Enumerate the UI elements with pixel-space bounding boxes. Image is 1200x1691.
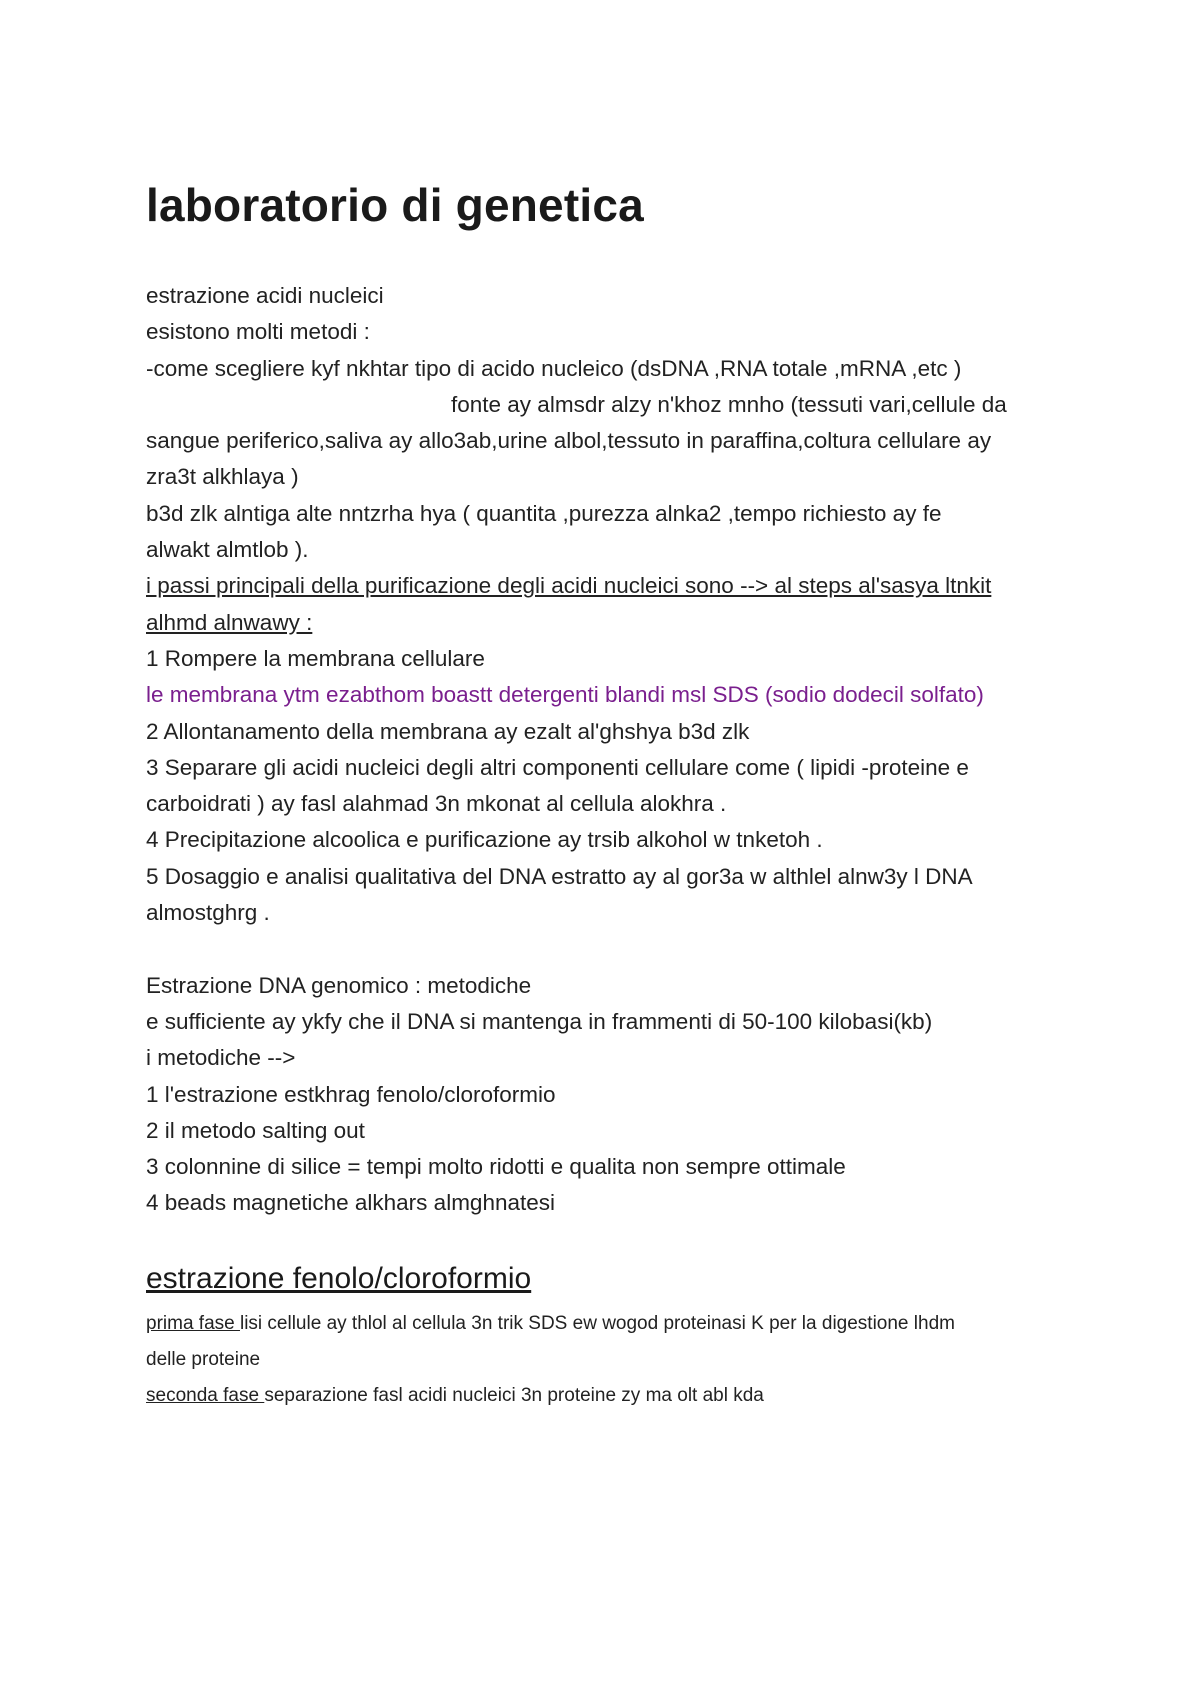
phase-1-label: prima fase [146,1313,240,1334]
text-line: b3d zlk alntiga alte nntzrha hya ( quantita ,purezza alnka2 ,tempo richiesto ay fe [146,500,942,526]
text-line: carboidrati ) ay fasl alahmad 3n mkonat al cellula alokhra . [146,791,727,817]
underlined-heading-line: i passi principali della purificazione degli acidi nucleici sono --> al steps al'sasya ltnkit [146,573,992,599]
text-line: sangue periferico,saliva ay allo3ab,urine albol,tessuto in paraffina,coltura cellulare ay [146,428,992,454]
text-line: fonte ay almsdr alzy n'khoz mnho (tessuti vari,cellule da [451,391,1007,417]
text-line: esistono molti metodi : [146,319,370,345]
page-title: laboratorio di genetica [146,179,644,231]
text-line: -come scegliere kyf nkhtar tipo di acido nucleico (dsDNA ,RNA totale ,mRNA ,etc ) [146,355,962,381]
notes-body [146,278,1076,1222]
method-item: 4 beads magnetiche alkhars almghnatesi [146,1190,555,1216]
spacer [146,931,1076,967]
method-item: 3 colonnine di silice = tempi molto ridotti e qualita non sempre ottimale [146,1154,846,1180]
section-heading: estrazione fenolo/cloroformio [146,1262,532,1295]
step-item: 2 Allontanamento della membrana ay ezalt al'ghshya b3d zlk [146,718,750,744]
method-item: 2 il metodo salting out [146,1117,365,1143]
text-line: almostghrg . [146,900,270,926]
text-line: Estrazione DNA genomico : metodiche [146,972,532,998]
text-line: e sufficiente ay ykfy che il DNA si mantenga in frammenti di 50-100 kilobasi(kb) [146,1008,933,1034]
text-line: estrazione acidi nucleici [146,283,384,308]
step-item: 4 Precipitazione alcoolica e purificazione ay trsib alkohol w tnketoh . [146,827,823,853]
phase-2-line [146,1378,1076,1414]
phase-1-text: lisi cellule ay thlol al cellula 3n trik SDS ew wogod proteinasi K per la digestione lhdm [239,1313,955,1334]
method-item: 1 l'estrazione estkhrag fenolo/cloroformio [146,1081,556,1107]
step-item: 5 Dosaggio e analisi qualitativa del DNA estratto ay al gor3a w althlel alnw3y l DNA [146,863,973,889]
phase-2-text: separazione fasl acidi nucleici 3n proteine zy ma olt abl kda [264,1385,764,1406]
phase-2-label: seconda fase [146,1385,265,1406]
step-item: 3 Separare gli acidi nucleici degli altri componenti cellulare come ( lipidi -proteine e [146,754,969,780]
phase-notes [146,1306,1076,1414]
phase-1-continuation: delle proteine [146,1349,261,1370]
step-item: 1 Rompere la membrana cellulare [146,645,485,671]
text-line: i metodiche --> [146,1045,296,1071]
underlined-heading-line: alhmd alnwawy : [146,609,313,635]
highlighted-note: le membrana ytm ezabthom boastt detergenti blandi msl SDS (sodio dodecil solfato) [146,682,984,708]
phase-1-line [146,1306,1076,1342]
text-line: zra3t alkhlaya ) [146,464,299,490]
text-line: alwakt almtlob ). [146,537,309,563]
